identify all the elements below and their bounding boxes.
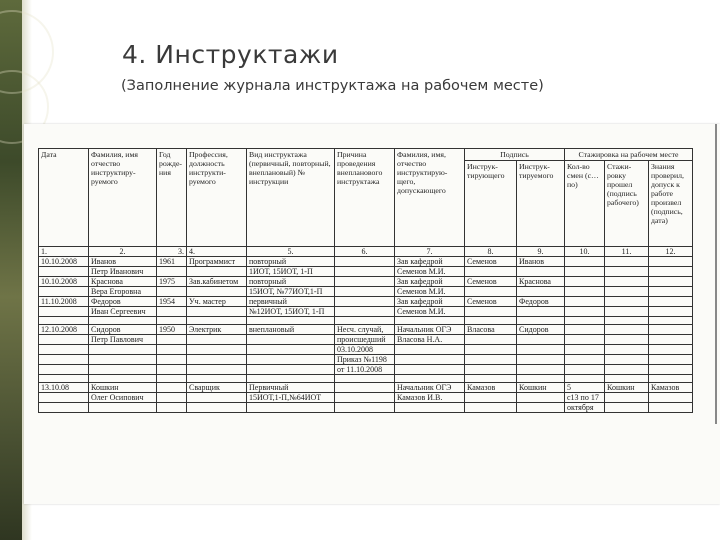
header-sign-instructor: Инструк-тирующего bbox=[465, 161, 517, 247]
cell-kind: 15ИОТ, №77ИОТ,1-П bbox=[247, 287, 335, 297]
cell-kind: Первичный bbox=[247, 383, 335, 393]
table-row bbox=[39, 257, 693, 267]
cell-date: 13.10.08 bbox=[39, 383, 89, 393]
cell-sign-instructed: Федоров bbox=[517, 297, 565, 307]
header-fio: Фамилия, имя отчество инструктиру-руемого bbox=[89, 149, 157, 247]
cell-shifts: 5 bbox=[565, 383, 605, 393]
cell-date: 11.10.2008 bbox=[39, 297, 89, 307]
cell-sign-instructed: Иванов bbox=[517, 257, 565, 267]
cell-year: 1950 bbox=[157, 325, 187, 335]
cell-fio: Петр Павлович bbox=[89, 335, 157, 345]
cell-sign-instructor: Семенов bbox=[465, 257, 517, 267]
cell-profession: Зав.кабинетом bbox=[187, 277, 247, 287]
cell-sign-instructed: Кошкин bbox=[517, 383, 565, 393]
table-row bbox=[39, 297, 693, 307]
column-number: 7. bbox=[395, 247, 465, 257]
header-internship: Стажировка на рабочем месте bbox=[565, 149, 693, 161]
column-number: 10. bbox=[565, 247, 605, 257]
cell-year: 1954 bbox=[157, 297, 187, 307]
column-number: 4. bbox=[187, 247, 247, 257]
cell-profession: Сварщик bbox=[187, 383, 247, 393]
cell-knowledge bbox=[649, 257, 693, 267]
cell-date: 12.10.2008 bbox=[39, 325, 89, 335]
cell-fio: Федоров bbox=[89, 297, 157, 307]
header-signature: Подпись bbox=[465, 149, 565, 161]
column-number: 8. bbox=[465, 247, 517, 257]
cell-profession: Уч. мастер bbox=[187, 297, 247, 307]
cell-passed bbox=[605, 257, 649, 267]
cell-instructor: Семенов М.И. bbox=[395, 267, 465, 277]
cell-sign-instructor: Семенов bbox=[465, 277, 517, 287]
header-passed: Стажи-ровку прошел (подпись рабочего) bbox=[605, 161, 649, 247]
header-profession: Профессия, должность инструкти-руемого bbox=[187, 149, 247, 247]
cell-year bbox=[157, 383, 187, 393]
table-row bbox=[39, 393, 693, 403]
column-number: 6. bbox=[335, 247, 395, 257]
cell-fio: Сидоров bbox=[89, 325, 157, 335]
cell-fio: Краснова bbox=[89, 277, 157, 287]
cell-profession: Программист bbox=[187, 257, 247, 267]
column-number: 9. bbox=[517, 247, 565, 257]
cell-profession: Электрик bbox=[187, 325, 247, 335]
cell-kind: 1ИОТ, 15ИОТ, 1-П bbox=[247, 267, 335, 277]
column-number: 12. bbox=[649, 247, 693, 257]
cell-sign-instructor: Семенов bbox=[465, 297, 517, 307]
header-year: Год рожде-ния bbox=[157, 149, 187, 247]
header-instructor: Фамилия, имя, отчество инструктирую-щего, допускающего bbox=[395, 149, 465, 247]
cell-kind: первичный bbox=[247, 297, 335, 307]
cell-sign-instructor: Власова bbox=[465, 325, 517, 335]
cell-fio: Петр Иванович bbox=[89, 267, 157, 277]
journal-table bbox=[38, 148, 693, 413]
column-number: 1. bbox=[39, 247, 89, 257]
cell-kind: повторный bbox=[247, 277, 335, 287]
cell-instructor: Зав кафедрой bbox=[395, 277, 465, 287]
scan-edge bbox=[715, 124, 717, 424]
table-row bbox=[39, 403, 693, 413]
column-number: 11. bbox=[605, 247, 649, 257]
column-number: 3. bbox=[157, 247, 187, 257]
cell-instructor: Начальник ОГЭ bbox=[395, 383, 465, 393]
table-row bbox=[39, 307, 693, 317]
cell-instructor: Семенов М.И. bbox=[395, 287, 465, 297]
column-number: 2. bbox=[89, 247, 157, 257]
cell-shifts: с13 по 17 bbox=[565, 393, 605, 403]
cell-reason: Несч. случай, bbox=[335, 325, 395, 335]
table-row bbox=[39, 325, 693, 335]
cell-knowledge: Камазов bbox=[649, 383, 693, 393]
cell-instructor: Зав кафедрой bbox=[395, 297, 465, 307]
header-shifts: Кол-во смен (с…по) bbox=[565, 161, 605, 247]
table-row bbox=[39, 345, 693, 355]
cell-fio: Вера Егоровна bbox=[89, 287, 157, 297]
table-row bbox=[39, 267, 693, 277]
cell-year: 1961 bbox=[157, 257, 187, 267]
cell-fio: Олег Осипович bbox=[89, 393, 157, 403]
cell-kind: повторный bbox=[247, 257, 335, 267]
cell-year: 1975 bbox=[157, 277, 187, 287]
cell-reason bbox=[335, 257, 395, 267]
cell-reason: от 11.10.2008 bbox=[335, 365, 395, 375]
header-sign-instructed: Инструк-тируемого bbox=[517, 161, 565, 247]
cell-instructor: Зав кафедрой bbox=[395, 257, 465, 267]
table-row bbox=[39, 365, 693, 375]
cell-kind: №12ИОТ, 15ИОТ, 1-П bbox=[247, 307, 335, 317]
header-date: Дата bbox=[39, 149, 89, 247]
table-row bbox=[39, 383, 693, 393]
cell-reason: 03.10.2008 bbox=[335, 345, 395, 355]
slide-title: 4. Инструктажи bbox=[122, 40, 339, 69]
cell-date: 10.10.2008 bbox=[39, 277, 89, 287]
cell-kind: 15ИОТ,1-П,№64ИОТ bbox=[247, 393, 335, 403]
cell-reason: происшедший bbox=[335, 335, 395, 345]
cell-sign-instructed: Краснова bbox=[517, 277, 565, 287]
cell-sign-instructor: Камазов bbox=[465, 383, 517, 393]
column-number: 5. bbox=[247, 247, 335, 257]
table-row bbox=[39, 335, 693, 345]
slide-subtitle: (Заполнение журнала инструктажа на рабочем месте) bbox=[121, 78, 544, 94]
header-kind: Вид инструктажа (первичный, повторный, внеплановый) № инструкции bbox=[247, 149, 335, 247]
cell-fio: Иван Сергеевич bbox=[89, 307, 157, 317]
cell-instructor: Камазов И.В. bbox=[395, 393, 465, 403]
table-row bbox=[39, 277, 693, 287]
cell-reason: Приказ №1198 bbox=[335, 355, 395, 365]
cell-fio: Иванов bbox=[89, 257, 157, 267]
cell-fio: Кошкин bbox=[89, 383, 157, 393]
table-row bbox=[39, 287, 693, 297]
cell-passed: Кошкин bbox=[605, 383, 649, 393]
journal-scan bbox=[24, 124, 720, 504]
cell-sign-instructed: Сидоров bbox=[517, 325, 565, 335]
cell-instructor: Начальник ОГЭ bbox=[395, 325, 465, 335]
cell-instructor: Власова Н.А. bbox=[395, 335, 465, 345]
table-row bbox=[39, 355, 693, 365]
cell-date: 10.10.2008 bbox=[39, 257, 89, 267]
cell-instructor: Семенов М.И. bbox=[395, 307, 465, 317]
cell-shifts: октября bbox=[565, 403, 605, 413]
header-knowledge: Знания проверил, допуск к работе произвел (подпись, дата) bbox=[649, 161, 693, 247]
header-reason: Причина проведения внепланового инструктажа bbox=[335, 149, 395, 247]
cell-kind: внеплановый bbox=[247, 325, 335, 335]
cell-shifts bbox=[565, 257, 605, 267]
